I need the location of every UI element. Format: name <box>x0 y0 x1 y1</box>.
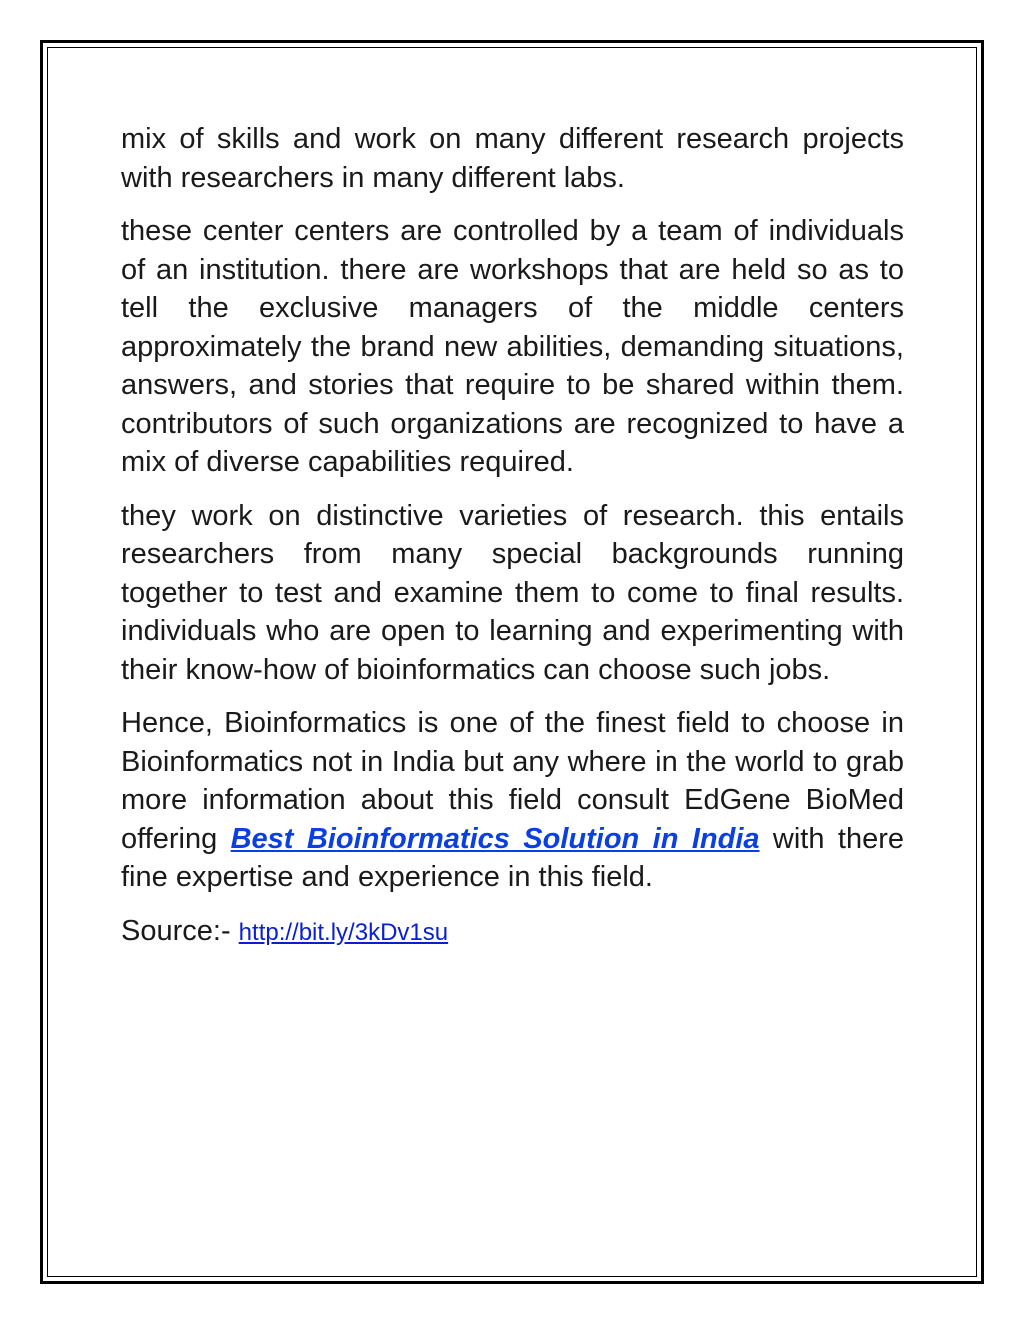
closing-text-after-link: with there fine expertise and experience in this field. <box>121 822 904 893</box>
source-link[interactable]: http://bit.ly/3kDv1su <box>238 918 449 946</box>
closing-text-before-link: Hence, Bioinformatics is one of the finest field to choose in Bioinformatics not in India but any where in the world to grab more information about this field consult EdGene BioMed offering <box>121 707 904 855</box>
best-bioinformatics-link[interactable]: Best Bioinformatics Solution in India <box>230 822 760 855</box>
document-body <box>121 120 904 952</box>
source-line <box>121 912 904 953</box>
closing-paragraph <box>121 704 904 897</box>
paragraph-3: they work on distinctive varieties of research. this entails researchers from many special backgrounds running together to test and examine them to come to final results. individuals who are open to learning and experimenting with their know-how of bioinformatics can choose such jobs. <box>121 499 904 686</box>
source-label: Source:- <box>121 914 239 947</box>
paragraph-1: mix of skills and work on many different research projects with researchers in many different labs. <box>121 123 904 194</box>
paragraph-2: these center centers are controlled by a team of individuals of an institution. there are workshops that are held so as to tell the exclusive managers of the middle centers approximately the brand new abilities, demanding situations, answers, and stories that require to be shared within them. contributors of such organizations are recognized to have a mix of diverse capabilities required. <box>121 215 904 478</box>
